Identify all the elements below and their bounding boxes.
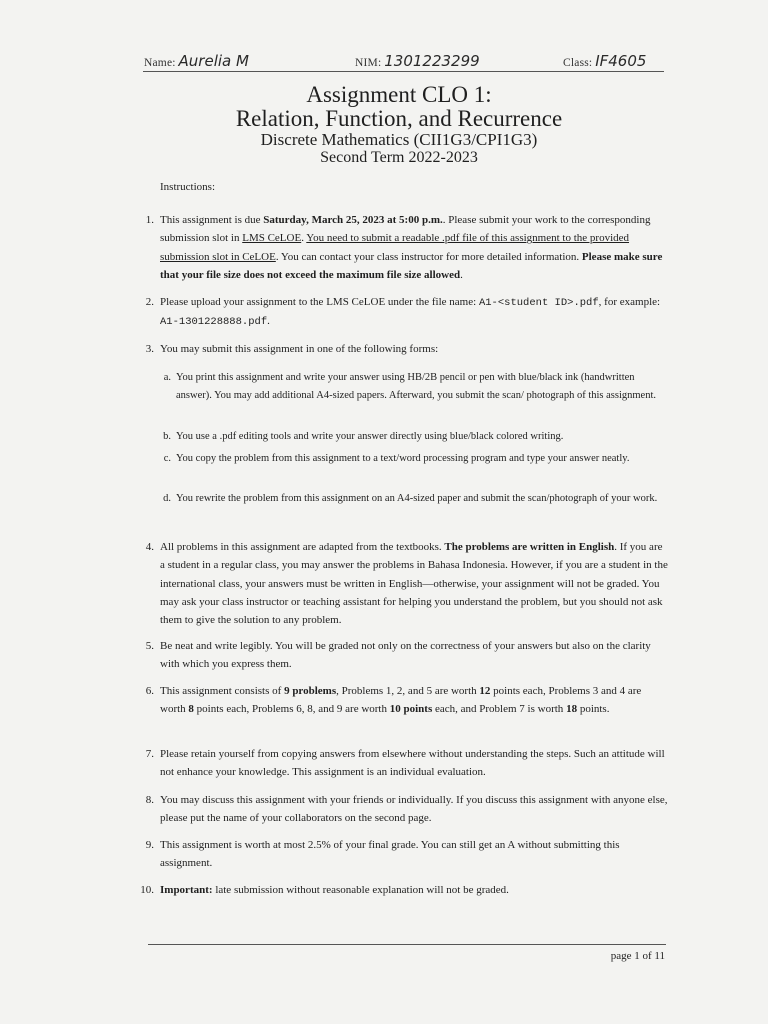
title-line-1: Assignment CLO 1: [306, 82, 492, 107]
instructions-label: Instructions: [160, 181, 215, 193]
item-text: This assignment is worth at most 2.5% of your final grade. You can still get an A without submitting this assignment. [160, 839, 620, 870]
lms-celoe-link: LMS CeLOE [242, 232, 302, 245]
name-value: Aurelia M [178, 52, 249, 70]
item-text: All problems in this assignment are adapted from the textbooks. The problems are written in English. If you are a student in a regular class, you may answer the problems in Bahasa Indonesia. However, if you are a student in the international class, your answers must be written in English—otherwise, your assignment will not be graded. You may ask your class instructor or teaching assistant for helping you understand the problem, but you should not ask them to give the solution to any problem. [160, 541, 668, 627]
page-number: page 1 of 11 [610, 950, 665, 962]
footer-divider [148, 944, 666, 945]
title-line-2: Relation, Function, and Recurrence [235, 106, 563, 131]
class-value: IF4605 [595, 52, 647, 70]
file-name-format: A1-<student ID>.pdf [478, 297, 599, 309]
document-page: Name: Aurelia M NIM: 1301223299 Class: IF4605 Assignment CLO 1: Relation, Function, and Recurrence Discrete Mathematics (CII1G3/CPI1G3) Second Term 2022-2023 Instructions: 1. This assignment is due Saturday, March 25, 2023 at 5:00 p.m.. Please submit your work to the corresponding submission slot in LMS CeLOE. You need to submit a readable .pdf file of this assignment to the provided submission slot in CeLOE. You can contact your class instructor for more detailed information. Please make sure that your file size does not exceed the maximum file size allowed. 2. Please upload your assignment to the LMS CeLOE under the file name: A1-<student ID>.pdf, for example: A1-1301228888.pdf. 3. You may submit this assignment in one of the following forms: a. You print this assignment and write your answer using HB/2B pencil or pen with blue/black ink (handwritten answer). You may add additional A4-sized papers. Afterward, you submit the scan/ photograph of this assignment. b. You use a .pdf editing tools and write your answer directly using blue/black colored writing. c. You copy the problem from this assignment to a text/word processing program and type your answer neatly. d. You rewrite the problem from this assignment on an A4-sized paper and submit the scan/photograph of your work. 4. All problems in this assignment are adapted from the textbooks. The problems are written in English. If you are a student in a regular class, you may answer the problems in Bahasa Indonesia. However, if you are a student in the international class, your answers must be written in English—otherwise, your assignment will not be graded. You may ask your class instructor or teaching assistant for helping you understand the problem, but you should not ask them to give the solution to any problem. 5. Be neat and write legibly. You will be graded not only on the correctness of your answers but also on the clarity with which you express them. 6. This assignment consists of 9 problems, Problems 1, 2, and 5 are worth 12 points each, Problems 3 and 4 are worth 8 points each, Problems 6, 8, and 9 are worth 10 points each, and Problem 7 is worth 18 points. 7. Please retain yourself from copying answers from elsewhere without understanding the steps. Such an attitude will not enhance your knowledge. This assignment is an individual evaluation. 8. You may discuss this assignment with your friends or individually. If you discuss this assignment with anyone else, please put the name of your collaborators on the second page. 9. This assignment is worth at most 2.5% of your final grade. You can still get an A without submitting this assignment. 10. Important: late submission without reasonable explanation will not be graded. page 1 of 11 [0, 0, 768, 1024]
name-label: Name: [144, 57, 176, 69]
class-field [563, 52, 646, 70]
term-title: Second Term 2022-2023 [320, 149, 478, 166]
nim-label: NIM: [355, 57, 382, 69]
file-name-example: A1-1301228888.pdf [160, 316, 268, 329]
item-number: 7. [145, 748, 154, 760]
item-text: Please retain yourself from copying answers from elsewhere without understanding the steps. Such an attitude will not enhance your knowledge. This assignment is an individual evaluation. [160, 748, 665, 779]
class-label: Class: [563, 57, 593, 69]
item-number: 10. [140, 884, 154, 896]
item-number: 3. [145, 343, 154, 355]
item-number: 6. [145, 685, 154, 697]
header-divider [143, 71, 664, 72]
item-number: 4. [145, 541, 154, 553]
name-field [144, 52, 249, 70]
item-text: This assignment consists of 9 problems, Problems 1, 2, and 5 are worth 12 points each, Problems 3 and 4 are worth 8 points each, Problems 6, 8, and 9 are worth 10 points each, and Problem 7 is worth 18 points. [160, 685, 642, 716]
item-number: 5. [145, 640, 154, 652]
course-title: Discrete Mathematics (CII1G3/CPI1G3) [260, 130, 538, 149]
nim-value: 1301223299 [384, 52, 480, 70]
item-number: 1. [145, 214, 154, 226]
item-text: This assignment is due Saturday, March 25, 2023 at 5:00 p.m.. Please submit your work to the corresponding submission slot in LMS CeLOE. You need to submit a readable .pdf file of this assignment to the provided submission slot in CeLOE. You can contact your class instructor for more detailed information. Please make sure that your file size does not exceed the maximum file size allowed. [160, 214, 663, 281]
nim-field [355, 52, 480, 70]
item-text: Please upload your assignment to the LMS CeLOE under the file name: A1-<student ID>.pdf, for example: A1-1301228888.pdf. [160, 296, 661, 329]
item-text: Be neat and write legibly. You will be graded not only on the correctness of your answers but also on the clarity with which you express them. [160, 640, 651, 671]
item-text: Important: late submission without reasonable explanation will not be graded. [160, 884, 509, 896]
item-number: 9. [145, 839, 154, 851]
item-number: 2. [145, 296, 154, 308]
item-number: 8. [145, 794, 154, 806]
item-text: You may discuss this assignment with your friends or individually. If you discuss this assignment with anyone else, please put the name of your collaborators on the second page. [160, 794, 668, 825]
item-text: You may submit this assignment in one of the following forms: [160, 343, 439, 355]
